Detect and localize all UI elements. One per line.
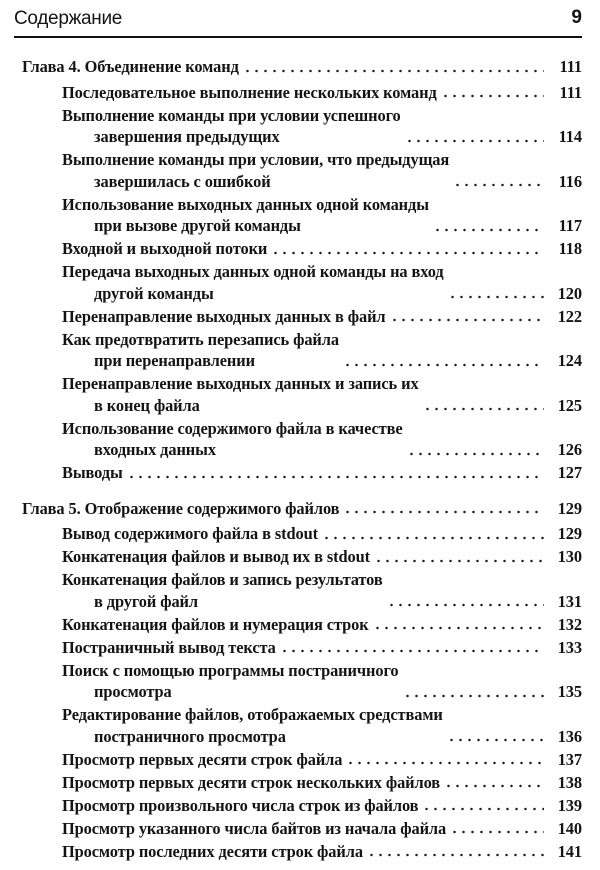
section-title <box>62 614 369 636</box>
dot-leader <box>243 69 544 73</box>
dot-leader <box>346 761 544 765</box>
section-page-number: 117 <box>558 216 582 235</box>
section-title-line: Вывод содержимого файла в stdout <box>62 524 319 543</box>
section-title <box>62 329 339 372</box>
section-title-continuation: постраничного просмотра <box>94 726 286 746</box>
dot-leader <box>433 228 544 232</box>
header-page-number: 9 <box>571 7 582 28</box>
section-page-number: 127 <box>557 463 582 482</box>
section-title <box>62 546 370 568</box>
section-entry[interactable] <box>22 841 582 863</box>
section-title-line: Перенаправление выходных данных и запись их <box>62 374 419 393</box>
section-title-line: Выполнение команды при условии, что предыдущая <box>62 150 450 169</box>
section-title-continuation: завершения предыдущих <box>94 127 280 146</box>
section-entry[interactable] <box>22 523 582 545</box>
section-title-line: Использование выходных данных одной команды <box>62 194 429 214</box>
chapter-title: Глава 4. Объединение команд <box>22 57 239 76</box>
section-title-line: Конкатенация файлов и нумерация строк <box>62 614 369 634</box>
section-title-line: Конкатенация файлов и запись результатов <box>62 570 383 589</box>
section-entry[interactable] <box>22 149 582 192</box>
section-page-number: 141 <box>557 841 582 861</box>
dot-leader <box>374 559 544 563</box>
dot-leader <box>407 452 545 456</box>
dot-leader <box>423 407 544 411</box>
section-page-number: 116 <box>558 171 582 191</box>
section-page-number: 124 <box>557 351 582 370</box>
section-title-line: Постраничный вывод текста <box>62 637 276 657</box>
dot-leader <box>127 475 544 479</box>
dot-leader <box>448 295 544 299</box>
dot-leader <box>403 694 545 698</box>
dot-leader <box>367 853 544 857</box>
section-entry[interactable] <box>22 569 582 612</box>
section-title <box>62 660 399 703</box>
running-header <box>14 8 582 38</box>
section-title-line: Поиск с помощью программы постраничного <box>62 660 399 680</box>
section-title-line: Использование содержимого файла в качестве <box>62 418 403 438</box>
dot-leader <box>322 536 544 540</box>
section-title <box>62 795 418 817</box>
section-entry[interactable] <box>22 704 582 747</box>
dot-leader <box>450 830 544 834</box>
section-title-line: Последовательное выполнение нескольких команд <box>62 82 437 102</box>
chapter-page-number: 111 <box>559 57 582 76</box>
dot-leader <box>390 318 544 322</box>
chapter-page-number: 129 <box>557 498 582 518</box>
section-title <box>62 569 383 612</box>
section-entry[interactable] <box>22 660 582 703</box>
section-title-line: Просмотр первых десяти строк нескольких файлов <box>62 772 441 792</box>
dot-leader <box>280 649 544 653</box>
header-title: Содержание <box>14 8 123 29</box>
section-page-number: 133 <box>557 637 582 657</box>
section-entry[interactable] <box>22 462 582 484</box>
section-title <box>62 749 342 771</box>
chapter-entry[interactable] <box>22 56 582 78</box>
section-entry[interactable] <box>22 238 582 260</box>
dot-leader <box>447 738 544 742</box>
dot-leader <box>387 603 544 607</box>
section-entry[interactable] <box>22 329 582 372</box>
section-page-number: 111 <box>559 82 582 102</box>
section-page-number: 137 <box>557 749 582 769</box>
chapter-entry[interactable] <box>22 498 582 520</box>
dot-leader <box>453 183 544 187</box>
section-page-number: 131 <box>557 591 582 611</box>
section-title <box>62 704 443 747</box>
dot-leader <box>405 139 544 143</box>
section-title-line: Просмотр указанного числа байтов из начала файла <box>62 818 447 838</box>
dot-leader <box>441 94 544 98</box>
section-page-number: 125 <box>557 395 582 415</box>
section-title <box>62 306 386 328</box>
chapter-block <box>22 498 582 863</box>
section-title-continuation: завершилась с ошибкой <box>94 171 271 191</box>
section-title-line: Просмотр первых десяти строк файла <box>62 749 343 769</box>
section-title-line: Выполнение команды при условии успешного <box>62 105 401 125</box>
section-title-continuation: при перенаправлении <box>94 351 255 370</box>
section-page-number: 132 <box>557 614 582 634</box>
section-page-number: 130 <box>557 547 582 566</box>
section-title <box>62 238 267 260</box>
section-title <box>62 818 446 840</box>
section-entry[interactable] <box>22 637 582 659</box>
section-title-line: Выводы <box>62 463 123 482</box>
dot-leader <box>271 251 544 255</box>
section-page-number: 122 <box>557 306 582 326</box>
section-title <box>62 841 363 863</box>
section-title-line: Как предотвратить перезапись файла <box>62 329 339 349</box>
section-entry[interactable] <box>22 418 582 461</box>
section-title-line: Конкатенация файлов и вывод их в stdout <box>62 547 370 566</box>
section-title <box>62 637 276 659</box>
section-entry[interactable] <box>22 795 582 817</box>
section-title <box>62 523 318 545</box>
section-entry[interactable] <box>22 194 582 237</box>
section-page-number: 129 <box>557 524 582 543</box>
section-page-number: 136 <box>557 726 582 746</box>
section-title-line: Передача выходных данных одной команды на вход <box>62 262 444 281</box>
section-title-line: Редактирование файлов, отображаемых средствами <box>62 705 443 724</box>
section-page-number: 114 <box>558 127 582 146</box>
section-title <box>62 418 403 461</box>
section-entry[interactable] <box>22 749 582 771</box>
section-title-continuation: в другой файл <box>94 591 198 611</box>
section-title-continuation: другой команды <box>94 283 214 303</box>
section-page-number: 140 <box>557 818 582 838</box>
section-title-continuation: просмотра <box>94 682 172 701</box>
section-entry[interactable] <box>22 818 582 840</box>
section-title <box>62 105 401 148</box>
section-title <box>62 462 123 484</box>
section-title-line: Просмотр произвольного числа строк из файлов <box>62 795 419 815</box>
section-page-number: 126 <box>557 440 582 459</box>
table-of-contents <box>22 56 582 864</box>
dot-leader <box>343 363 544 367</box>
section-entry[interactable] <box>22 82 582 104</box>
section-entry[interactable] <box>22 546 582 568</box>
dot-leader <box>343 510 544 514</box>
section-entry[interactable] <box>22 105 582 148</box>
section-title-line: Перенаправление выходных данных в файл <box>62 306 386 326</box>
section-page-number: 138 <box>557 772 582 792</box>
section-title-line: Входной и выходной потоки <box>62 239 268 258</box>
section-title-line: Просмотр последних десяти строк файла <box>62 841 363 861</box>
section-page-number: 135 <box>557 682 582 701</box>
dot-leader <box>373 626 544 630</box>
section-page-number: 120 <box>557 283 582 303</box>
section-title <box>62 261 444 304</box>
section-title-continuation: при вызове другой команды <box>94 216 301 235</box>
section-title <box>62 149 449 192</box>
chapter-title: Глава 5. Отображение содержимого файлов <box>22 498 340 518</box>
section-title <box>62 772 440 794</box>
chapter-block <box>22 56 582 484</box>
section-entry[interactable] <box>22 772 582 794</box>
dot-leader <box>422 807 544 811</box>
section-entry[interactable] <box>22 373 582 416</box>
section-page-number: 118 <box>558 239 582 258</box>
section-title <box>62 82 437 104</box>
section-entry[interactable] <box>22 306 582 328</box>
section-entry[interactable] <box>22 261 582 304</box>
section-title-continuation: в конец файла <box>94 395 200 415</box>
dot-leader <box>444 784 544 788</box>
section-entry[interactable] <box>22 614 582 636</box>
section-title <box>62 373 419 416</box>
section-title-continuation: входных данных <box>94 440 216 459</box>
section-page-number: 139 <box>557 795 582 815</box>
section-title <box>62 194 429 237</box>
